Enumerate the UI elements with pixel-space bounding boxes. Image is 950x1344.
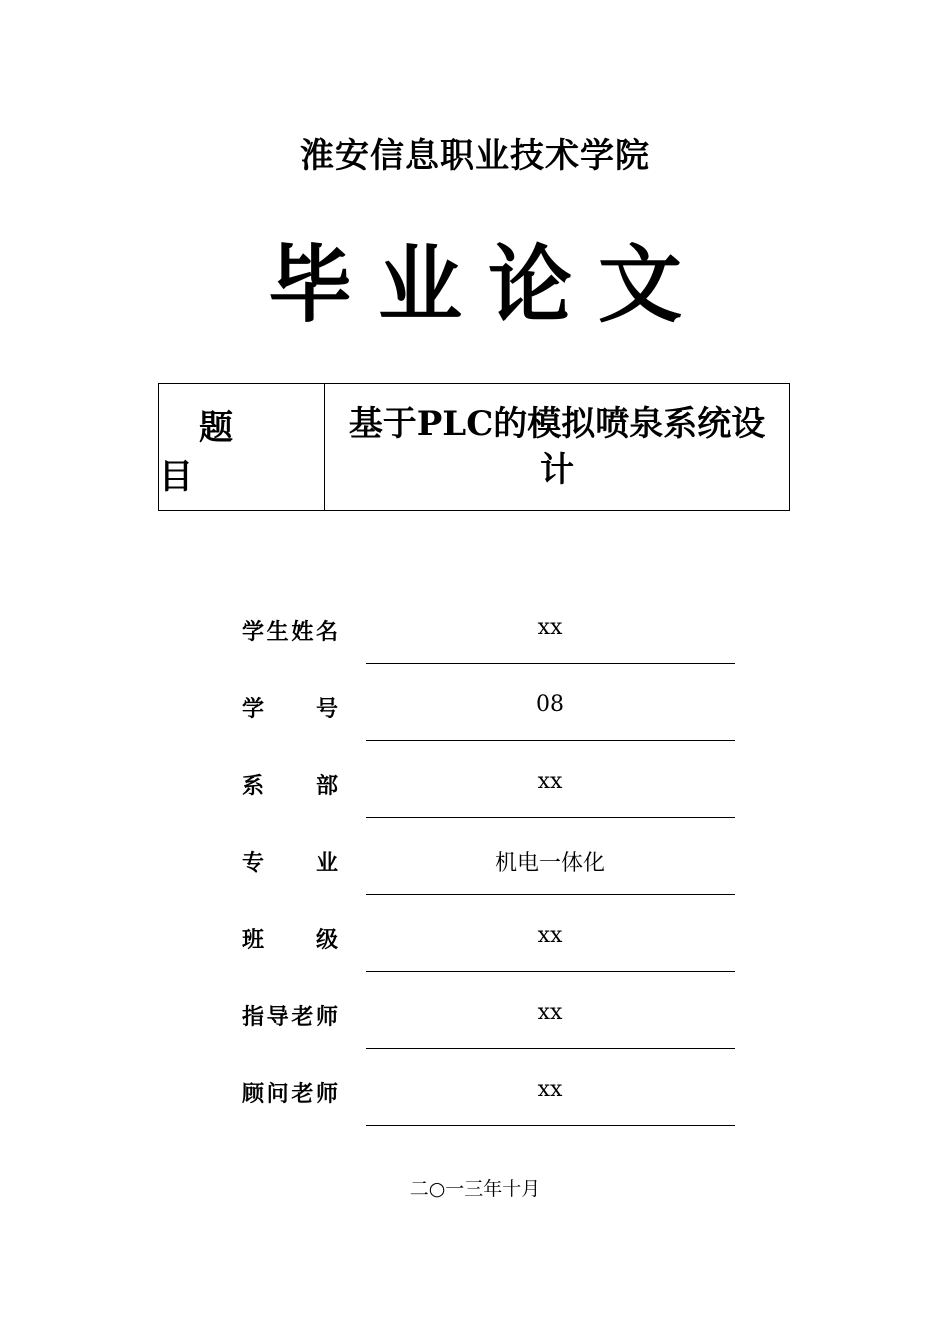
info-value-student-name: xx (537, 615, 563, 640)
underline (366, 971, 735, 972)
info-row-supervisor (0, 990, 950, 1067)
info-row-advisor (0, 1067, 950, 1144)
info-label-major: 专 业 (242, 850, 338, 876)
thesis-title-box (158, 383, 790, 511)
underline (366, 1048, 735, 1049)
info-value-class: xx (537, 923, 563, 948)
info-row-student-id (0, 682, 950, 759)
info-row-student-name (0, 605, 950, 682)
info-label-department: 系 部 (242, 773, 338, 799)
underline (366, 1125, 735, 1126)
title-label: 题目 (159, 384, 325, 510)
info-label-supervisor: 指 导 老 师 (242, 1004, 338, 1030)
info-label-advisor: 顾 问 老 师 (242, 1081, 338, 1107)
info-row-major (0, 836, 950, 913)
info-label-student-name: 学 生 姓 名 (242, 619, 338, 645)
underline (366, 894, 735, 895)
info-value-major: 机电一体化 (494, 851, 605, 876)
underline (366, 817, 735, 818)
submission-date: 二○一三年十月 (409, 1178, 541, 1200)
info-row-department (0, 759, 950, 836)
info-label-student-id: 学 号 (242, 696, 338, 722)
info-value-supervisor: xx (537, 1000, 563, 1025)
document-type-heading: 毕业论文 (267, 235, 708, 334)
thesis-title: 基于PLC的模拟喷泉系统设计 (348, 404, 766, 490)
student-info-table (0, 605, 950, 1144)
info-label-class: 班 级 (242, 927, 338, 953)
underline (366, 663, 735, 664)
underline (366, 740, 735, 741)
info-value-department: xx (537, 769, 563, 794)
info-value-advisor: xx (537, 1077, 563, 1102)
info-value-student-id: 08 (536, 692, 564, 717)
school-name: 淮安信息职业技术学院 (300, 136, 650, 176)
info-row-class (0, 913, 950, 990)
